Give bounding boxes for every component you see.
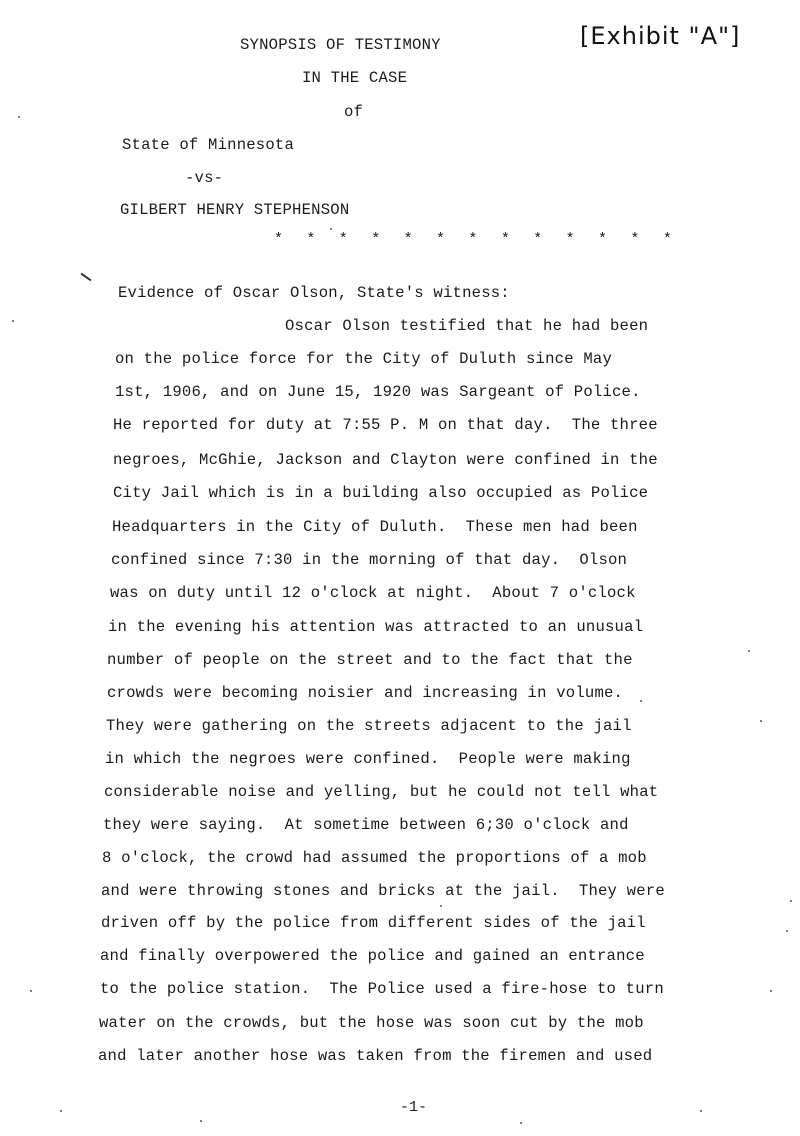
body-line: and later another hose was taken from the firemen and used bbox=[98, 1047, 653, 1065]
title-line-3: of bbox=[344, 103, 364, 121]
title-line-1: SYNOPSIS OF TESTIMONY bbox=[240, 36, 441, 54]
body-line: crowds were becoming noisier and increasing in volume. bbox=[107, 684, 624, 702]
body-line: in which the negroes were confined. People were making bbox=[105, 750, 631, 768]
margin-mark bbox=[81, 273, 92, 282]
case-versus: -vs- bbox=[185, 169, 224, 187]
case-plaintiff: State of Minnesota bbox=[122, 136, 295, 154]
body-line: Oscar Olson testified that he had been bbox=[285, 317, 649, 335]
body-line: they were saying. At sometime between 6;30 o'clock and bbox=[103, 816, 629, 834]
title-line-2: IN THE CASE bbox=[302, 69, 408, 87]
body-line: considerable noise and yelling, but he could not tell what bbox=[104, 783, 659, 801]
body-line: in the evening his attention was attracted to an unusual bbox=[108, 618, 644, 636]
section-heading: Evidence of Oscar Olson, State's witness: bbox=[118, 284, 510, 302]
body-line: driven off by the police from different sides of the jail bbox=[101, 914, 646, 932]
separator-stars: * * * * * * * * * * * * * bbox=[274, 231, 680, 248]
body-line: They were gathering on the streets adjacent to the jail bbox=[106, 717, 632, 735]
body-line: He reported for duty at 7:55 P. M on that day. The three bbox=[113, 416, 658, 434]
body-line: water on the crowds, but the hose was soon cut by the mob bbox=[99, 1014, 644, 1032]
body-line: Headquarters in the City of Duluth. These men had been bbox=[112, 518, 638, 536]
body-line: to the police station. The Police used a fire-hose to turn bbox=[100, 980, 664, 998]
body-line: and were throwing stones and bricks at the jail. They were bbox=[101, 882, 665, 900]
exhibit-label: [Exhibit "A"] bbox=[580, 22, 741, 50]
body-line: number of people on the street and to the fact that the bbox=[107, 651, 633, 669]
body-line: 8 o'clock, the crowd had assumed the proportions of a mob bbox=[102, 849, 647, 867]
page-number: -1- bbox=[400, 1099, 428, 1116]
body-line: and finally overpowered the police and gained an entrance bbox=[100, 947, 645, 965]
body-line: confined since 7:30 in the morning of that day. Olson bbox=[111, 551, 628, 569]
case-defendant: GILBERT HENRY STEPHENSON bbox=[120, 201, 350, 219]
body-line: City Jail which is in a building also occupied as Police bbox=[113, 484, 649, 502]
body-line: on the police force for the City of Duluth since May bbox=[115, 350, 613, 368]
body-line: negroes, McGhie, Jackson and Clayton were confined in the bbox=[113, 451, 658, 469]
body-line: was on duty until 12 o'clock at night. About 7 o'clock bbox=[110, 584, 636, 602]
body-line: 1st, 1906, and on June 15, 1920 was Sargeant of Police. bbox=[115, 383, 641, 401]
